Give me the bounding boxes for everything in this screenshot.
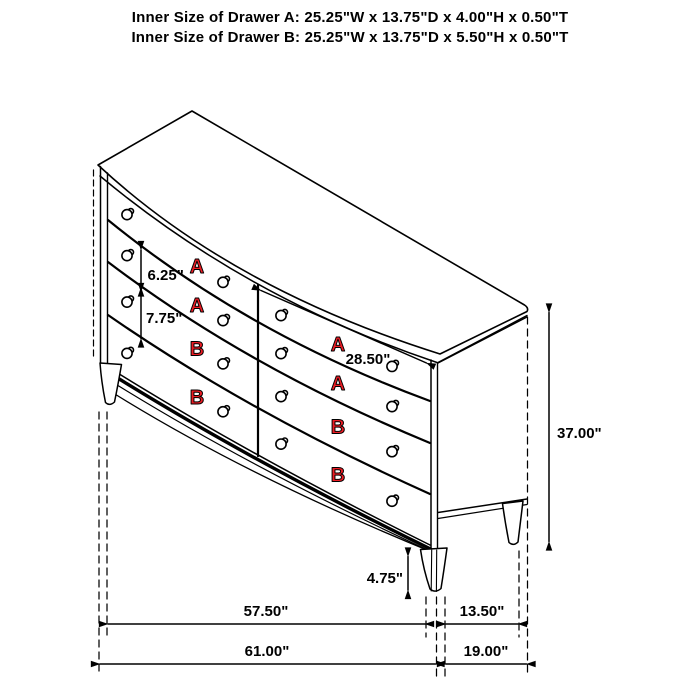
drawer-label-right_column-2: B bbox=[330, 416, 346, 439]
front-width-label: 57.50" bbox=[243, 603, 289, 620]
overall-height-label: 37.00" bbox=[557, 425, 602, 442]
front-right-leg bbox=[421, 548, 448, 591]
knob-circle bbox=[276, 439, 286, 449]
knob-circle bbox=[122, 210, 132, 220]
knob-circle bbox=[276, 349, 286, 359]
drawer-b-inner-size-title: Inner Size of Drawer B: 25.25"W x 13.75"D x 5.50"H x 0.50"T bbox=[131, 29, 569, 46]
drawer-knob-icon bbox=[276, 438, 288, 449]
knob-circle bbox=[122, 348, 132, 358]
drawer-label-left_column-0: A bbox=[189, 256, 205, 279]
drawer-knob-icon bbox=[276, 348, 288, 359]
drawer-knob-icon bbox=[218, 314, 230, 325]
knob-circle bbox=[387, 447, 397, 457]
drawer-knob-icon bbox=[122, 209, 134, 220]
knob-circle bbox=[218, 277, 228, 287]
overall-depth-label: 19.00" bbox=[463, 643, 509, 660]
drawer-knob-icon bbox=[276, 391, 288, 402]
overall-width-label: 61.00" bbox=[244, 643, 290, 660]
drawer-a-inner-size-title: Inner Size of Drawer A: 25.25"W x 13.75"D x 4.00"H x 0.50"T bbox=[131, 9, 569, 26]
drawer-knob-icon bbox=[218, 276, 230, 287]
drawer-knob-icon bbox=[122, 296, 134, 307]
drawer-knob-icon bbox=[387, 495, 399, 506]
knob-circle bbox=[218, 407, 228, 417]
leg-height-label: 4.75" bbox=[366, 570, 403, 587]
drawer-label-right_column-0: A bbox=[330, 334, 346, 357]
drawer-label-right_column-1: A bbox=[330, 372, 346, 395]
back-right-leg bbox=[503, 501, 524, 544]
drawer-knob-icon bbox=[387, 446, 399, 457]
knob-circle bbox=[122, 297, 132, 307]
knob-circle bbox=[276, 392, 286, 402]
knob-circle bbox=[122, 251, 132, 261]
knob-circle bbox=[387, 401, 397, 411]
base-molding-top bbox=[108, 367, 430, 545]
knob-circle bbox=[387, 496, 397, 506]
knob-circle bbox=[218, 359, 228, 369]
drawer-knob-icon bbox=[122, 347, 134, 358]
drawer-knob-icon bbox=[387, 400, 399, 411]
knob-circle bbox=[276, 310, 286, 320]
dresser-drawing bbox=[94, 111, 528, 674]
drawer-knob-icon bbox=[218, 406, 230, 417]
drawer-label-left_column-1: A bbox=[189, 294, 205, 317]
knob-circle bbox=[218, 315, 228, 325]
drawer-knob-icon bbox=[218, 358, 230, 369]
drawer-label-left_column-2: B bbox=[189, 338, 205, 361]
drawer-label-right_column-3: B bbox=[330, 464, 346, 487]
drawer-b-height-label: 7.75" bbox=[146, 310, 183, 327]
drawer-knob-icon bbox=[122, 250, 134, 261]
drawer-label-left_column-3: B bbox=[189, 387, 205, 410]
front-right-leg-corner-edge bbox=[431, 550, 432, 591]
right-column-width-label: 28.50" bbox=[345, 351, 391, 368]
drawer-knob-icon bbox=[276, 309, 288, 320]
front-left-leg bbox=[100, 363, 122, 404]
drawer-a-height-label: 6.25" bbox=[147, 267, 184, 284]
depth-between-legs-label: 13.50" bbox=[459, 603, 505, 620]
